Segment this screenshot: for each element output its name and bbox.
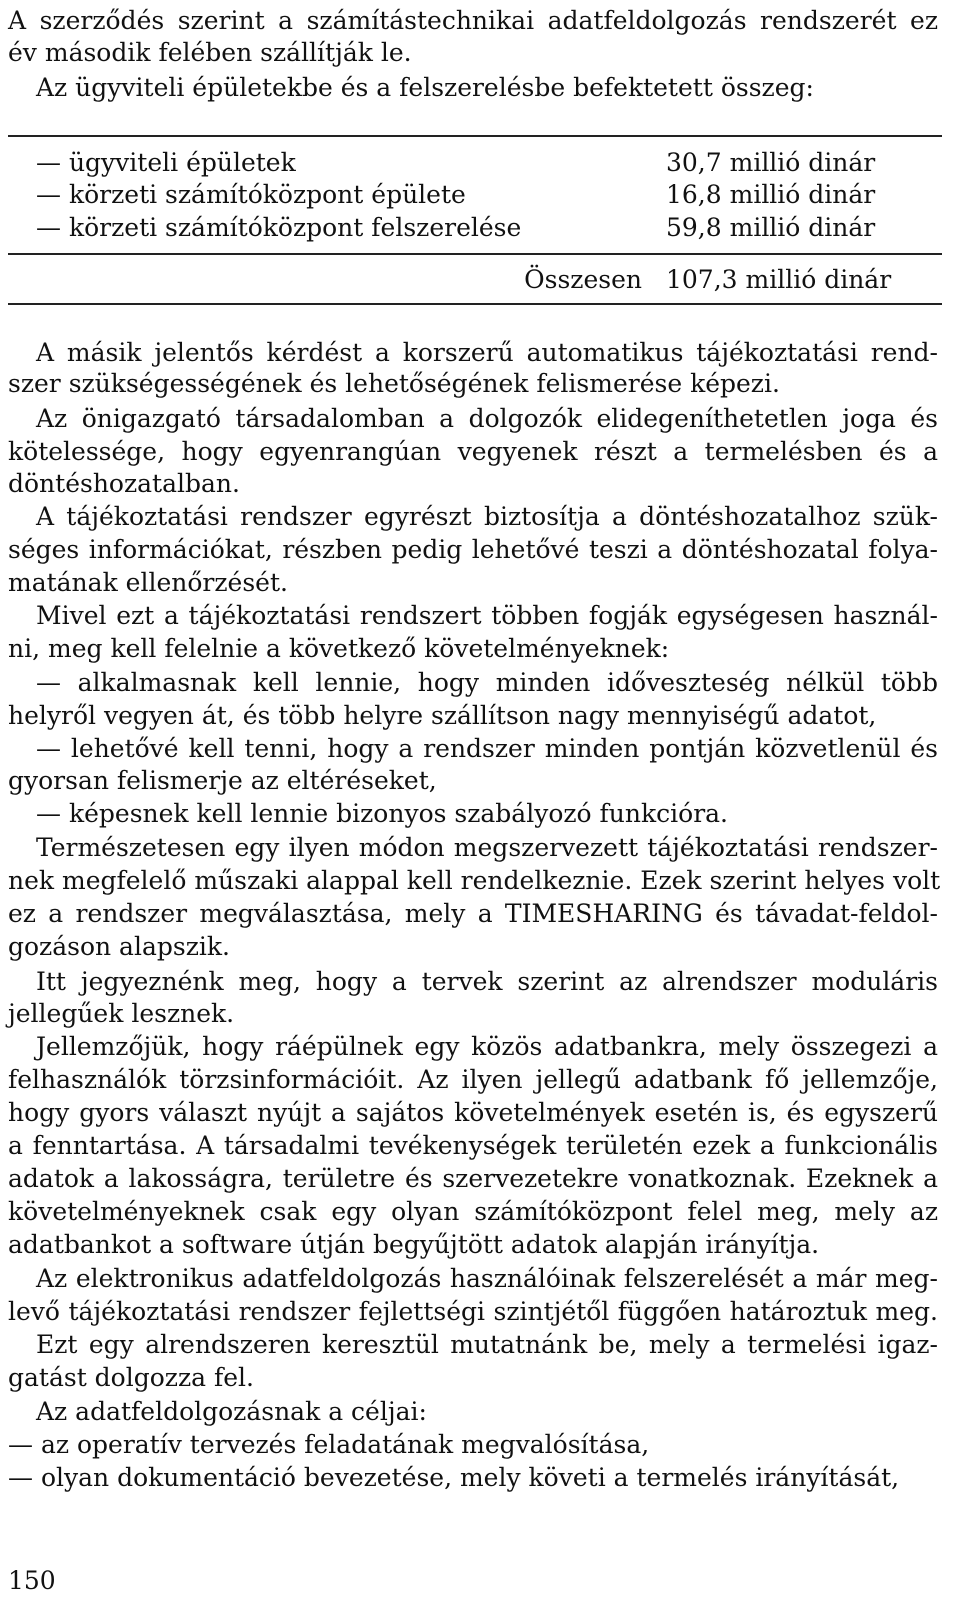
- table-top-rule: [8, 135, 942, 137]
- text-line: követelményeknek csak egy olyan számítóközpont felel meg, mely az: [8, 1197, 938, 1226]
- text-line: Természetesen egy ilyen módon megszervezett tájékoztatási rendszer-: [36, 833, 938, 862]
- table-mid-rule: [8, 253, 942, 255]
- text-line: hogy gyors választ nyújt a sajátos követelmények esetén is, és egyszerű: [8, 1098, 938, 1127]
- table-row: [8, 180, 938, 210]
- text-line: Itt jegyeznénk meg, hogy a tervek szerint az alrendszer moduláris: [36, 967, 938, 996]
- text-line: év második felében szállítják le.: [8, 38, 412, 67]
- row-value: 16,8 millió dinár: [666, 180, 876, 209]
- table-row: [8, 148, 938, 178]
- row-label: — körzeti számítóközpont épülete: [36, 180, 466, 209]
- text-line: gyorsan felismerje az eltéréseket,: [8, 766, 437, 795]
- text-line: kötelessége, hogy egyenrangúan vegyenek részt a termelésben és a: [8, 437, 938, 466]
- text-line: A másik jelentős kérdést a korszerű automatikus tájékoztatási rend-: [36, 338, 938, 367]
- text-line: gatást dolgozza fel.: [8, 1363, 254, 1392]
- text-line: A tájékoztatási rendszer egyrészt biztosítja a döntéshozatalhoz szük-: [36, 502, 938, 531]
- row-label: — ügyviteli épületek: [36, 148, 296, 177]
- table-bottom-rule: [8, 303, 942, 305]
- text-line: Mivel ezt a tájékoztatási rendszert többen fogják egységesen használ-: [36, 601, 938, 630]
- text-line: — lehetővé kell tenni, hogy a rendszer minden pontján közvetlenül és: [36, 734, 938, 763]
- text-line: Az önigazgató társadalomban a dolgozók elidegeníthetetlen joga és: [36, 404, 938, 433]
- total-label: Összesen: [524, 265, 642, 294]
- text-line: Az ügyviteli épületekbe és a felszerelésbe befektetett összeg:: [36, 73, 814, 102]
- text-line: Az elektronikus adatfeldolgozás használóinak felszerelését a már meg-: [36, 1264, 938, 1293]
- text-line: helyről vegyen át, és több helyre szállítson nagy mennyiségű adatot,: [8, 701, 877, 730]
- text-line: Jellemzőjük, hogy ráépülnek egy közös adatbankra, mely összegezi a: [36, 1032, 938, 1061]
- text-line: Ezt egy alrendszeren keresztül mutatnánk be, mely a termelési igaz-: [36, 1330, 938, 1359]
- text-line: adatbankot a software útján begyűjtött adatok alapján irányítja.: [8, 1230, 820, 1259]
- text-line: — képesnek kell lennie bizonyos szabályozó funkcióra.: [36, 799, 729, 828]
- text-line: a fenntartása. A társadalmi tevékenységek területén ezek a funkcionális: [8, 1131, 938, 1160]
- text-line: gozáson alapszik.: [8, 932, 230, 961]
- text-line: Az adatfeldolgozásnak a céljai:: [36, 1397, 427, 1426]
- text-line: felhasználók törzsinformációit. Az ilyen jellegű adatbank fő jellemzője,: [8, 1065, 938, 1094]
- text-line: matának ellenőrzését.: [8, 568, 288, 597]
- text-line: döntéshozatalban.: [8, 469, 240, 498]
- table-row: [8, 213, 938, 243]
- text-line: nek megfelelő műszaki alappal kell rendelkeznie. Ezek szerint helyes volt: [8, 866, 941, 895]
- total-value: 107,3 millió dinár: [666, 265, 892, 294]
- row-value: 59,8 millió dinár: [666, 213, 876, 242]
- text-line: ez a rendszer megválasztása, mely a TIMESHARING és távadat-feldol-: [8, 899, 938, 928]
- text-line: — olyan dokumentáció bevezetése, mely követi a termelés irányítását,: [8, 1463, 900, 1492]
- text-line: levő tájékoztatási rendszer fejlettségi szintjétől függően határoztuk meg.: [8, 1297, 938, 1326]
- table-total-row: [8, 265, 938, 295]
- text-line: jellegűek lesznek.: [8, 999, 235, 1028]
- text-line: — alkalmasnak kell lennie, hogy minden időveszteség nélkül több: [36, 668, 938, 697]
- page-number: 150: [8, 1566, 56, 1595]
- row-value: 30,7 millió dinár: [666, 148, 876, 177]
- text-line: adatok a lakosságra, területre és szervezetekre vonatkoznak. Ezeknek a: [8, 1164, 938, 1193]
- text-line: ni, meg kell felelnie a következő követelményeknek:: [8, 634, 670, 663]
- text-line: A szerződés szerint a számítástechnikai adatfeldolgozás rendszerét ez: [8, 6, 938, 35]
- text-line: szer szükségességének és lehetőségének felismerése képezi.: [8, 369, 780, 398]
- row-label: — körzeti számítóközpont felszerelése: [36, 213, 522, 242]
- text-line: — az operatív tervezés feladatának megvalósítása,: [8, 1430, 650, 1459]
- text-line: séges információkat, részben pedig lehetővé teszi a döntéshozatal folya-: [8, 535, 938, 564]
